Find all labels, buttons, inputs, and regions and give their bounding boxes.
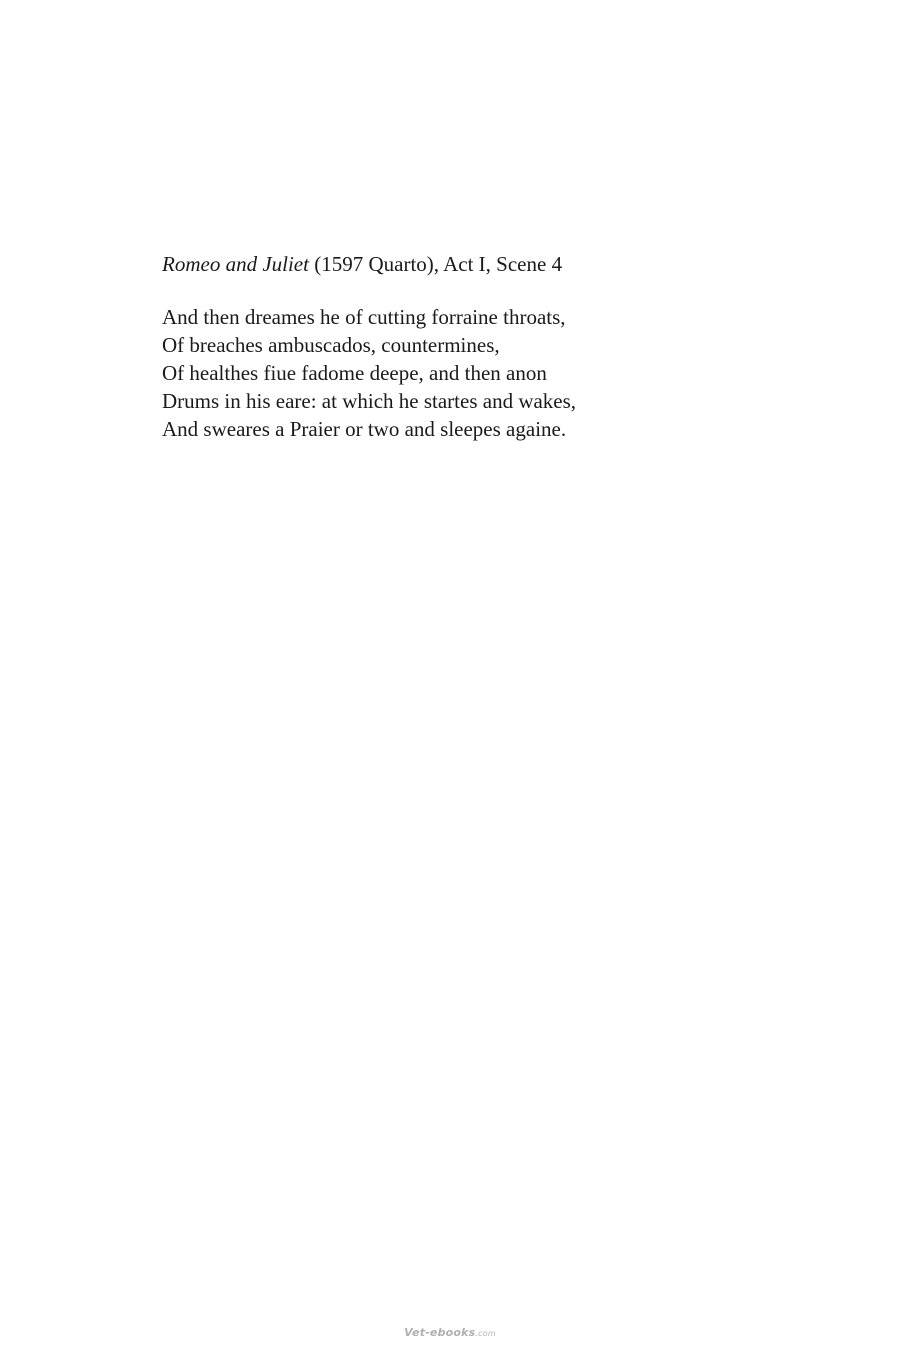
work-title: Romeo and Juliet <box>162 252 309 276</box>
watermark-logo <box>0 1326 900 1339</box>
verse-line: And sweares a Praier or two and sleepes againe. <box>162 417 567 441</box>
verse-line: Of healthes fiue fadome deepe, and then anon <box>162 361 547 385</box>
verse-passage <box>162 303 576 443</box>
watermark-name: Vet-ebooks <box>404 1326 476 1339</box>
verse-line: Drums in his eare: at which he startes and wakes, <box>162 389 577 413</box>
passage-heading <box>162 250 562 278</box>
verse-line: Of breaches ambuscados, countermines, <box>162 333 500 357</box>
edition-and-scene: (1597 Quarto), Act I, Scene 4 <box>308 252 563 276</box>
verse-line: And then dreames he of cutting forraine throats, <box>162 305 566 329</box>
watermark-suffix: .com <box>475 1329 496 1338</box>
